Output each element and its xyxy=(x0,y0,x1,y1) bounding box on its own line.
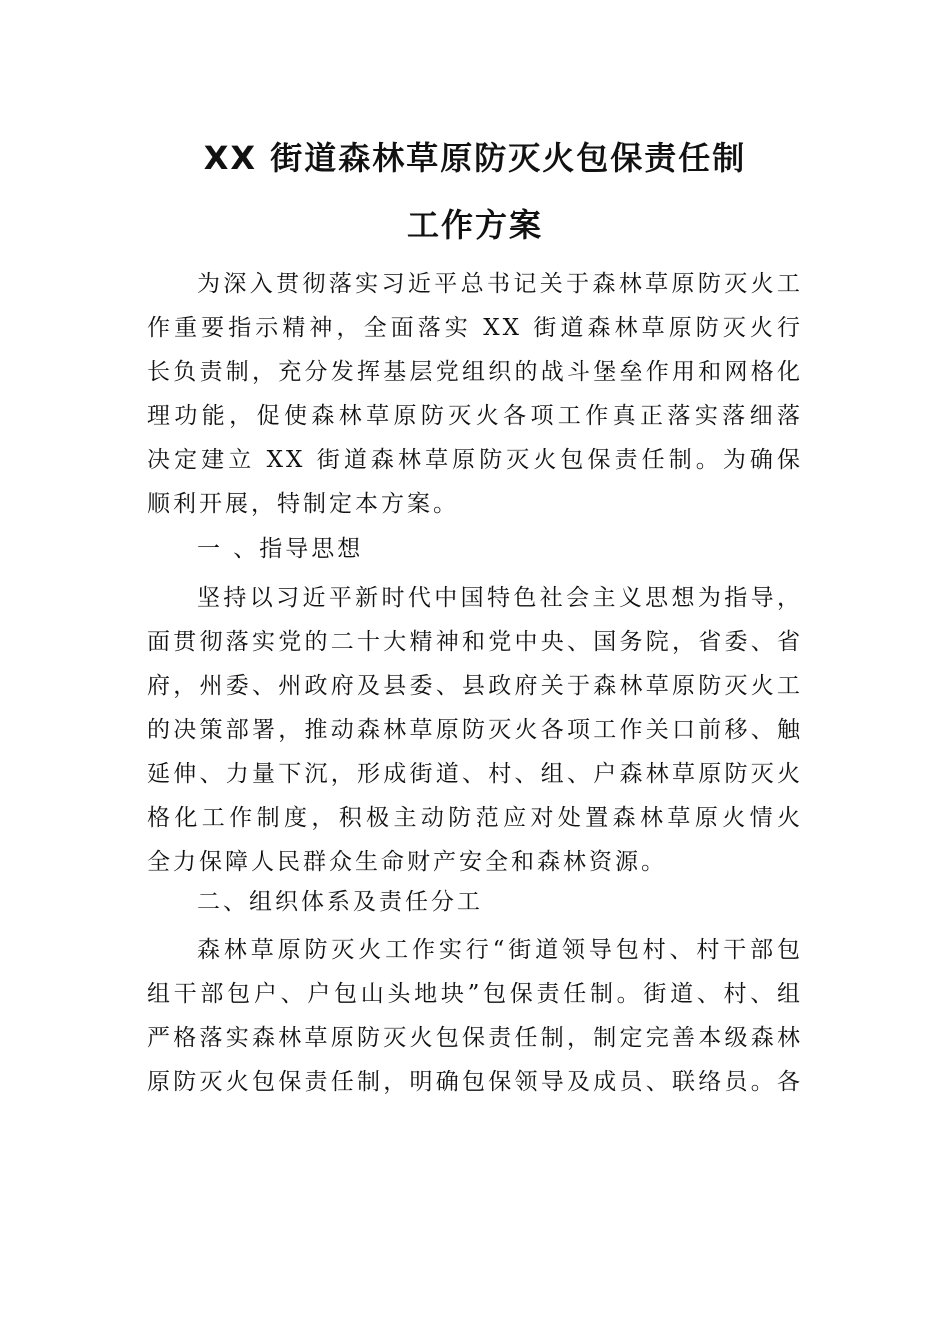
paragraph-line: 顺利开展，特制定本方案。 xyxy=(147,491,459,517)
intro-paragraph xyxy=(147,262,803,526)
paragraph-line: 坚持以习近平新时代中国特色社会主义思想为指导， xyxy=(197,585,803,611)
section-heading-organization: 二、组织体系及责任分工 xyxy=(197,889,483,915)
paragraph-line: 全力保障人民群众生命财产安全和森林资源。 xyxy=(147,849,667,875)
paragraph-line: 长负责制，充分发挥基层党组织的战斗堡垒作用和网格化 xyxy=(147,359,803,385)
paragraph-line: 府，州委、州政府及县委、县政府关于森林草原防灭火工 xyxy=(147,673,803,699)
section2-paragraph xyxy=(147,928,803,1104)
paragraph-line: 决定建立 XX 街道森林草原防灭火包保责任制。为确保 xyxy=(147,447,803,473)
paragraph-line: 森林草原防灭火工作实行“街道领导包村、村干部包 xyxy=(197,937,803,963)
document-title-line-2: 工作方案 xyxy=(406,206,543,244)
document-title-line-1: XX 街道森林草原防灭火包保责任制 xyxy=(203,139,747,177)
paragraph-line: 组干部包户、户包山头地块”包保责任制。街道、村、组 xyxy=(147,981,803,1007)
paragraph-line: 为深入贯彻落实习近平总书记关于森林草原防灭火工 xyxy=(197,271,803,297)
paragraph-line: 延伸、力量下沉，形成街道、村、组、户森林草原防灭火 xyxy=(147,761,803,787)
paragraph-line: 严格落实森林草原防灭火包保责任制，制定完善本级森林 xyxy=(147,1025,803,1051)
paragraph-line: 面贯彻落实党的二十大精神和党中央、国务院，省委、省 xyxy=(147,629,803,655)
paragraph-line: 格化工作制度，积极主动防范应对处置森林草原火情火 xyxy=(147,805,803,831)
paragraph-line: 作重要指示精神，全面落实 XX 街道森林草原防灭火行 xyxy=(147,315,803,341)
paragraph-line: 理功能，促使森林草原防灭火各项工作真正落实落细落 xyxy=(147,403,803,429)
section-heading-guiding-thought: 一 、指导思想 xyxy=(197,536,364,562)
paragraph-line: 原防灭火包保责任制，明确包保领导及成员、联络员。各 xyxy=(147,1069,803,1095)
paragraph-line: 的决策部署，推动森林草原防灭火各项工作关口前移、触 xyxy=(147,717,803,743)
section1-paragraph xyxy=(147,576,803,884)
